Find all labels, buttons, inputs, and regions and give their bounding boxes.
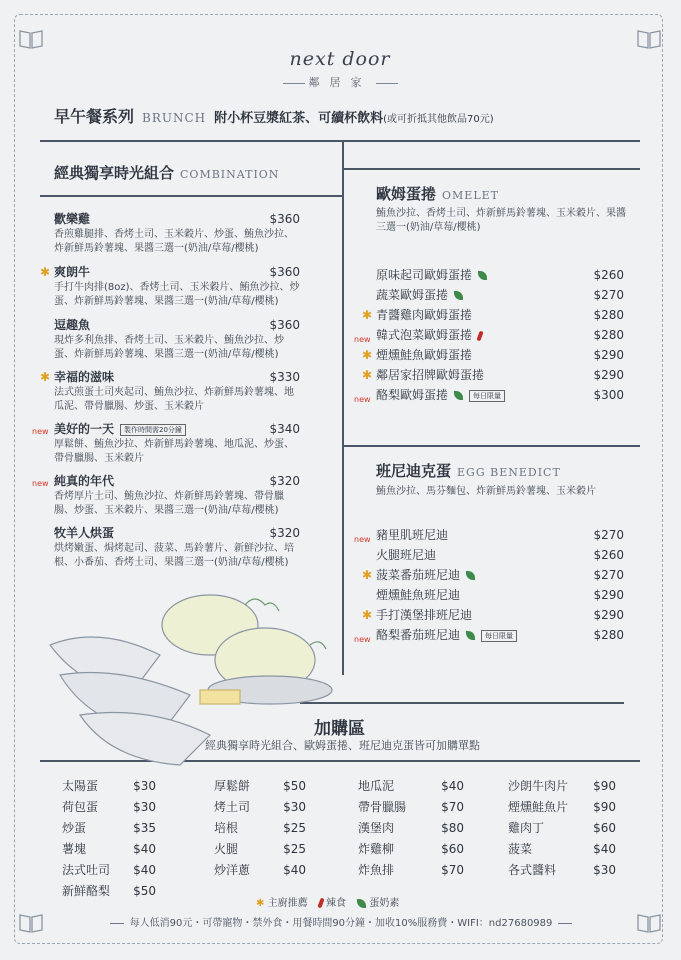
chef-star-icon: ✱	[362, 348, 373, 362]
chef-star-icon: ✱	[362, 608, 373, 622]
veg-leaf-icon	[454, 391, 463, 400]
divider	[342, 168, 640, 170]
list-item: 厚鬆餅 $50	[214, 779, 306, 793]
divider	[40, 140, 640, 142]
chili-icon	[476, 330, 483, 341]
list-item: 火腿 $25	[214, 842, 306, 856]
veg-leaf-icon	[466, 571, 475, 580]
list-item: 各式醬料 $30	[508, 863, 616, 877]
list-item: ✱ 煙燻鮭魚歐姆蛋捲 $290	[376, 345, 624, 365]
list-item: new 酪梨番茄班尼迪 每日限量 $280	[376, 625, 624, 645]
addon-column	[358, 776, 464, 881]
benedict-title: 班尼迪克蛋 EGG BENEDICT	[376, 462, 561, 480]
list-item: 新鮮酪梨 $50	[62, 884, 156, 898]
addon-column	[508, 776, 616, 881]
new-badge: new	[354, 395, 371, 404]
combo-item: 歡樂雞 $360 香煎雞腿排、香烤土司、玉米穀片、炒蛋、鮪魚沙拉、炸新鮮馬鈴薯塊、果醬三選一(奶油/草莓/櫻桃)	[54, 212, 300, 254]
addon-column	[62, 776, 156, 902]
divider	[342, 445, 640, 447]
divider	[300, 702, 624, 704]
divider	[342, 140, 344, 675]
addon-column	[214, 776, 306, 881]
book-icon	[636, 28, 662, 50]
combo-item: 牧羊人烘蛋 $320 烘烤嫩蛋、焗烤起司、菠菜、馬鈴薯片、新鮮沙拉、培根、小番茄、香烤土司、果醬三選一(奶油/草莓/櫻桃)	[54, 526, 300, 568]
chef-star-icon: ✱	[362, 568, 373, 582]
list-item: 薯塊 $40	[62, 842, 156, 856]
combo-item: new 美好的一天 製作時間需20分鐘 $340 厚鬆餅、鮪魚沙拉、炸新鮮馬鈴薯塊、地瓜泥、炒蛋、帶骨臘腸、玉米穀片	[32, 422, 300, 464]
book-icon	[18, 28, 44, 50]
combo-title: 經典獨享時光組合 COMBINATION	[54, 164, 280, 182]
list-item: 蔬菜歐姆蛋捲 $270	[376, 288, 624, 302]
list-item: 太陽蛋 $30	[62, 779, 156, 793]
veg-leaf-icon	[454, 291, 463, 300]
chef-star-icon: ✱	[40, 370, 51, 384]
list-item: ✱ 鄰居家招牌歐姆蛋捲 $290	[376, 365, 624, 385]
list-item: 炸魚排 $70	[358, 863, 464, 877]
list-item: 炒蛋 $35	[62, 821, 156, 835]
list-item: 烤土司 $30	[214, 800, 306, 814]
book-icon	[636, 912, 662, 934]
chef-star-icon: ✱	[256, 898, 265, 909]
list-item: 原味起司歐姆蛋捲 $260	[376, 268, 624, 282]
list-item: 煙燻鮭魚班尼迪 $290	[376, 588, 624, 602]
addon-title: 加購區	[314, 719, 365, 739]
chili-icon	[317, 898, 324, 909]
brunch-title: 早午餐系列	[54, 107, 135, 126]
benedict-list	[354, 525, 624, 645]
list-item: 帶骨臘腸 $70	[358, 800, 464, 814]
omelet-title: 歐姆蛋捲 OMELET	[376, 185, 499, 203]
list-item: ✱ 菠菜番茄班尼迪 $270	[376, 565, 624, 585]
legend	[256, 894, 399, 909]
chef-star-icon: ✱	[40, 265, 51, 279]
combo-item: ✱ 幸福的滋味 $330 法式煎蛋土司夾起司、鮪魚沙拉、炸新鮮馬鈴薯塊、地瓜泥、帶骨臘腸、炒蛋、玉米穀片	[40, 370, 300, 412]
omelet-desc: 鮪魚沙拉、香烤土司、炸新鮮馬鈴薯塊、玉米穀片、果醬三選一(奶油/草莓/櫻桃)	[376, 208, 626, 233]
list-item: 地瓜泥 $40	[358, 779, 464, 793]
veg-leaf-icon	[478, 271, 487, 280]
brunch-header	[54, 104, 494, 127]
limited-tag: 每日限量	[481, 630, 517, 642]
combo-item: ✱ 爽朗牛 $360 手打牛肉排(8oz)、香烤土司、玉米穀片、鮪魚沙拉、炒蛋、炸新鮮馬鈴薯塊、果醬三選一(奶油/草莓/櫻桃)	[40, 265, 300, 307]
list-item: 培根 $25	[214, 821, 306, 835]
limited-tag: 每日限量	[469, 390, 505, 402]
time-tag: 製作時間需20分鐘	[120, 424, 186, 436]
new-badge: new	[32, 427, 49, 436]
book-icon	[18, 912, 44, 934]
chef-star-icon: ✱	[362, 368, 373, 382]
list-item: 菠菜 $40	[508, 842, 616, 856]
list-item: 煙燻鮭魚片 $90	[508, 800, 616, 814]
new-badge: new	[354, 635, 371, 644]
logo-sub: 鄰居家	[250, 74, 430, 90]
brunch-note: 附小杯豆漿紅茶、可續杯飲料(或可折抵其他飲品70元)	[214, 111, 494, 126]
list-item: new 豬里肌班尼迪 $270	[376, 525, 624, 545]
list-item: 漢堡肉 $80	[358, 821, 464, 835]
logo	[250, 48, 430, 90]
list-item: ✱ 手打漢堡排班尼迪 $290	[376, 605, 624, 625]
list-item: 雞肉丁 $60	[508, 821, 616, 835]
legend-veg: 蛋奶素	[369, 898, 400, 909]
legend-chef: 主廚推薦	[267, 898, 308, 909]
combo-item: new 純真的年代 $320 香烤厚片土司、鮪魚沙拉、炸新鮮馬鈴薯塊、帶骨臘腸、炒蛋、玉米穀片、果醬三選一(奶油/草莓/櫻桃)	[32, 474, 300, 516]
list-item: new 酪梨歐姆蛋捲 每日限量 $300	[376, 385, 624, 405]
new-badge: new	[354, 335, 371, 344]
logo-script: next door	[289, 48, 391, 70]
veg-leaf-icon	[357, 899, 366, 908]
list-item: 法式吐司 $40	[62, 863, 156, 877]
veg-leaf-icon	[466, 631, 475, 640]
list-item: 沙朗牛肉片 $90	[508, 779, 616, 793]
list-item: 炸雞柳 $60	[358, 842, 464, 856]
new-badge: new	[354, 535, 371, 544]
chef-star-icon: ✱	[362, 308, 373, 322]
combo-item: 逗趣魚 $360 現炸多利魚排、香烤土司、玉米穀片、鮪魚沙拉、炒蛋、炸新鮮馬鈴薯塊、果醬三選一(奶油/草莓/櫻桃)	[54, 318, 300, 360]
list-item: new 韓式泡菜歐姆蛋捲 $280	[376, 325, 624, 345]
addon-desc: 經典獨享時光組合、歐姆蛋捲、班尼迪克蛋皆可加購單點	[205, 739, 480, 752]
list-item: 火腿班尼迪 $260	[376, 548, 624, 562]
omelet-list	[354, 265, 624, 405]
legend-spicy: 辣食	[325, 898, 346, 909]
new-badge: new	[32, 479, 49, 488]
divider	[40, 195, 342, 197]
list-item: 炒洋蔥 $40	[214, 863, 306, 877]
brunch-en: BRUNCH	[142, 111, 207, 125]
benedict-desc: 鮪魚沙拉、馬芬麵包、炸新鮮馬鈴薯塊、玉米穀片	[376, 486, 596, 497]
list-item: ✱ 青醬雞肉歐姆蛋捲 $280	[376, 305, 624, 325]
footer: 每人低消90元・可帶寵物・禁外食・用餐時間90分鐘・加收10%服務費・WIFI：nd27680989	[96, 914, 586, 929]
list-item: 荷包蛋 $30	[62, 800, 156, 814]
